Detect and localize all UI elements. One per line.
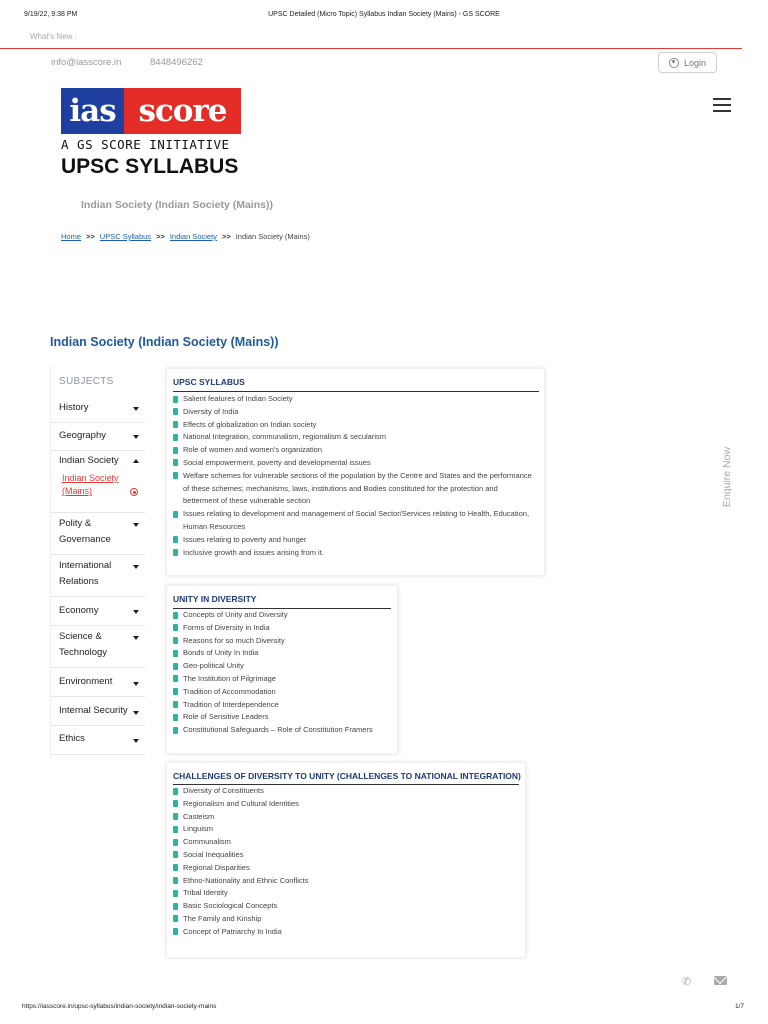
list-item: Constitutional Safeguards – Role of Constitution Framers xyxy=(173,724,395,737)
chevron-down-icon xyxy=(133,565,139,569)
sidebar-item-label: History xyxy=(59,402,89,413)
breadcrumb-indian-society[interactable]: Indian Society xyxy=(169,232,217,241)
print-date: 9/19/22, 9:38 PM xyxy=(24,11,78,18)
breadcrumb-home[interactable]: Home xyxy=(61,232,82,241)
sidebar-item-polity[interactable] xyxy=(51,513,145,555)
sidebar-item-label: Geography xyxy=(59,430,107,441)
logo-score: score xyxy=(124,88,241,134)
title-underline xyxy=(173,391,539,392)
list-item: Diversity of Constituents xyxy=(173,785,519,798)
subjects-title: SUBJECTS xyxy=(59,376,114,387)
sidebar-item-ethics[interactable] xyxy=(51,726,145,755)
sidebar-item-history[interactable] xyxy=(51,395,145,423)
enquire-now-label: Enquire Now xyxy=(721,446,733,508)
list-item: Casteism xyxy=(173,811,519,824)
chevron-down-icon xyxy=(133,682,139,686)
section-title: Indian Society (Indian Society (Mains)) xyxy=(50,335,279,349)
list-item: Inclusive growth and issues arising from it. xyxy=(173,547,533,560)
breadcrumb-separator: >> xyxy=(86,232,95,241)
login-label: Login xyxy=(683,57,707,68)
card-title: UNITY IN DIVERSITY xyxy=(173,594,257,604)
unity-in-diversity-card xyxy=(166,585,398,754)
list-item: Salient features of Indian Society xyxy=(173,393,533,406)
contact-phone-link[interactable]: 8448496262 xyxy=(150,57,203,68)
chevron-down-icon xyxy=(133,435,139,439)
sidebar-item-label: Polity & Governance xyxy=(59,518,111,545)
sidebar-item-environment[interactable] xyxy=(51,668,145,697)
breadcrumb-separator: >> xyxy=(221,232,231,241)
sidebar-item-label: Ethics xyxy=(59,733,85,744)
topic-list xyxy=(173,785,519,939)
header-divider xyxy=(0,48,742,49)
hamburger-menu-icon[interactable] xyxy=(713,98,731,112)
sidebar-item-geography[interactable] xyxy=(51,423,145,451)
sidebar-item-label: Science & Technology xyxy=(59,631,108,658)
mail-icon[interactable] xyxy=(714,976,727,985)
list-item: Regionalism and Cultural Identities xyxy=(173,798,519,811)
list-item: Tribal Identity xyxy=(173,887,519,900)
list-item: Reasons for so much Diversity xyxy=(173,635,395,648)
list-item: Role of women and women's organization xyxy=(173,444,533,457)
phone-icon[interactable]: ✆ xyxy=(682,976,692,988)
list-item: Diversity of India xyxy=(173,406,533,419)
list-item: Communalism xyxy=(173,836,519,849)
breadcrumb-upsc-syllabus[interactable]: UPSC Syllabus xyxy=(99,232,152,241)
sidebar-item-economy[interactable] xyxy=(51,597,145,626)
list-item: Issues relating to poverty and hunger xyxy=(173,534,533,547)
sidebar-item-internal-security[interactable] xyxy=(51,697,145,726)
card-title: UPSC SYLLABUS xyxy=(173,377,245,387)
list-item: Role of Sensitive Leaders xyxy=(173,711,395,724)
topic-list xyxy=(173,393,533,559)
whats-new-ticker: What's New : xyxy=(30,32,77,41)
list-item: Welfare schemes for vulnerable sections of the population by the Centre and States and the performance of these schemes; mechanisms, laws, institutions and Bodies constituted for the protection and betterment of these vulnerable section xyxy=(173,470,533,508)
list-item: Tradition of Interdependence xyxy=(173,699,395,712)
list-item: The Institution of Pilgrimage xyxy=(173,673,395,686)
enquire-now-tab[interactable] xyxy=(719,444,735,510)
chevron-down-icon xyxy=(133,610,139,614)
chevron-up-icon xyxy=(133,459,139,463)
sidebar-subitem-indian-society-mains[interactable]: Indian Society (Mains) xyxy=(62,473,119,496)
list-item: Effects of globalization on Indian society xyxy=(173,419,533,432)
breadcrumb xyxy=(61,232,310,241)
site-logo[interactable] xyxy=(61,88,241,134)
login-button[interactable] xyxy=(658,52,717,73)
breadcrumb-separator: >> xyxy=(156,232,165,241)
chevron-down-icon xyxy=(133,636,139,640)
sidebar-item-international-relations[interactable] xyxy=(51,555,145,597)
list-item: Forms of Diversity in India xyxy=(173,622,395,635)
list-item: Issues relating to development and management of Social Sector/Services relating to Health, Education, Human Resources xyxy=(173,508,533,534)
user-icon xyxy=(669,58,679,68)
challenges-card xyxy=(166,762,526,958)
list-item: The Family and Kinship xyxy=(173,913,519,926)
subjects-sidebar xyxy=(50,367,144,757)
print-page-number: 1/7 xyxy=(735,1003,745,1010)
list-item: Social empowerment, poverty and developmental issues xyxy=(173,457,533,470)
print-footer-url: https://iasscore.in/upsc-syllabus/indian-society/indian-society-mains xyxy=(22,1003,217,1010)
list-item: Bonds of Unity In India xyxy=(173,647,395,660)
chevron-down-icon xyxy=(133,407,139,411)
contact-email-link[interactable]: info@iasscore.in xyxy=(51,57,122,68)
sidebar-item-label: International Relations xyxy=(59,560,112,587)
sidebar-item-label: Environment xyxy=(59,676,113,687)
list-item: Concept of Patriarchy In India xyxy=(173,926,519,939)
page-subheading: Indian Society (Indian Society (Mains)) xyxy=(81,199,273,211)
list-item: Concepts of Unity and Diversity xyxy=(173,609,395,622)
list-item: National Integration, communalism, regionalism & secularism xyxy=(173,431,533,444)
list-item: Regional Disparities xyxy=(173,862,519,875)
list-item: Basic Sociological Concepts xyxy=(173,900,519,913)
list-item: Ethno-Nationality and Ethnic Conflicts xyxy=(173,875,519,888)
sidebar-item-label: Internal Security xyxy=(59,705,128,716)
sidebar-item-label: Indian Society xyxy=(59,455,119,466)
list-item: Social Inequalities xyxy=(173,849,519,862)
list-item: Linguism xyxy=(173,823,519,836)
logo-ias: ias xyxy=(61,88,124,134)
breadcrumb-current: Indian Society (Mains) xyxy=(235,232,310,241)
sidebar-item-label: Economy xyxy=(59,605,99,616)
logo-tagline: A GS SCORE INITIATIVE xyxy=(61,137,230,152)
list-item: Geo-political Unity xyxy=(173,660,395,673)
topic-list xyxy=(173,609,395,737)
list-item: Tradition of Accommodation xyxy=(173,686,395,699)
chevron-down-icon xyxy=(133,739,139,743)
chevron-down-icon xyxy=(133,523,139,527)
card-title: CHALLENGES OF DIVERSITY TO UNITY (CHALLENGES TO NATIONAL INTEGRATION) xyxy=(173,771,521,781)
print-page-title: UPSC Detailed (Micro Topic) Syllabus Indian Society (Mains) - GS SCORE xyxy=(268,11,500,18)
chevron-down-icon xyxy=(133,711,139,715)
target-icon xyxy=(130,488,138,496)
page-heading: UPSC SYLLABUS xyxy=(61,155,239,178)
sidebar-item-science-technology[interactable] xyxy=(51,626,145,668)
syllabus-card xyxy=(166,368,545,576)
